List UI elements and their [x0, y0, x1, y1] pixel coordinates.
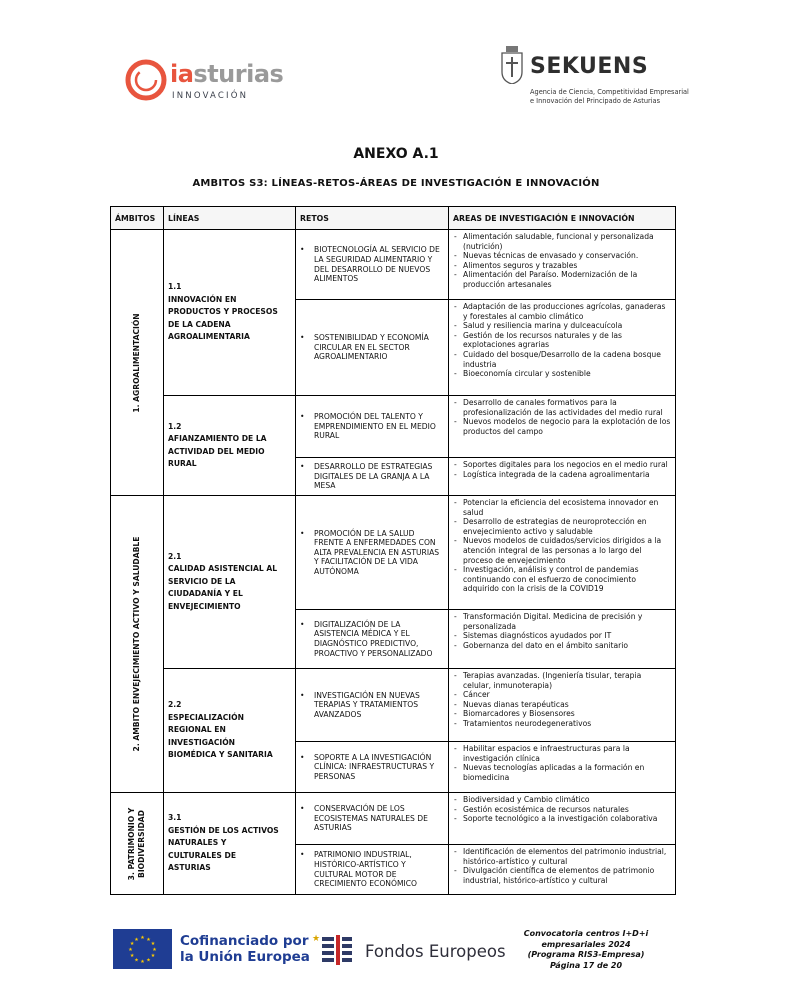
reto-cell: • BIOTECNOLOGÍA AL SERVICIO DE LA SEGURIDAD ALIMENTARIO Y DEL DESARROLLO DE NUEVOS ALIMENTOS — [296, 230, 449, 300]
list-item: - Nuevas dianas terapéuticas — [453, 700, 671, 710]
list-item: - Soportes digitales para los negocios en el medio rural — [453, 460, 671, 470]
iasturias-logo — [124, 58, 284, 108]
page-subtitle: AMBITOS S3: LÍNEAS-RETOS-ÁREAS DE INVESTIGACIÓN E INNOVACIÓN — [192, 178, 600, 189]
list-item: - Desarrollo de estrategias de neuroprotección en envejecimiento activo y saludable — [453, 517, 671, 536]
list-item: - Identificación de elementos del patrimonio industrial, histórico-artístico y cultural — [453, 847, 671, 866]
eu-star-icon: ★ — [146, 957, 151, 964]
reto-cell: • INVESTIGACIÓN EN NUEVAS TERAPIAS Y TRATAMIENTOS AVANZADOS — [296, 669, 449, 742]
list-item: - Salud y resiliencia marina y dulceacuícola — [453, 321, 671, 331]
ambito-label: 2. AMBITO ENVEJECIMIENTO ACTIVO Y SALUDABLE — [132, 536, 141, 752]
areas-cell — [449, 742, 676, 793]
svg-text:★: ★ — [312, 934, 321, 944]
areas-list — [453, 671, 671, 729]
reto-cell: • CONSERVACIÓN DE LOS ECOSISTEMAS NATURALES DE ASTURIAS — [296, 793, 449, 845]
list-item: - Divulgación científica de elementos de patrimonio industrial, histórico-artístico y cultural — [453, 866, 671, 885]
eu-star-icon: ★ — [152, 947, 157, 954]
areas-list — [453, 795, 671, 824]
table-header-row — [111, 207, 676, 230]
list-item: - Tratamientos neurodegenerativos — [453, 719, 671, 729]
table-row — [111, 230, 676, 300]
linea-cell: 1.1INNOVACIÓN EN PRODUCTOS Y PROCESOS DE LA CADENA AGROALIMENTARIA — [164, 230, 296, 396]
areas-list — [453, 302, 671, 379]
list-item: - Nuevos modelos de cuidados/servicios dirigidos a la atención integral de las personas a lo largo del proceso de envejecimiento — [453, 536, 671, 565]
linea-cell: 3.1GESTIÓN DE LOS ACTIVOS NATURALES Y CULTURALES DE ASTURIAS — [164, 793, 296, 895]
ambito-label: 1. AGROALIMENTACIÓN — [132, 312, 141, 413]
table-row — [111, 793, 676, 845]
eu-star-icon: ★ — [140, 935, 145, 942]
list-item: - Potenciar la eficiencia del ecosistema innovador en salud — [453, 498, 671, 517]
list-item: - Gestión ecosistémica de recursos naturales — [453, 805, 671, 815]
list-item: - Investigación, análisis y control de pandemias continuando con el esfuerzo de conocimiento adquirido con la crisis de la COVID19 — [453, 565, 671, 594]
areas-cell — [449, 396, 676, 458]
header-areas: AREAS DE INVESTIGACIÓN E INNOVACIÓN — [449, 207, 676, 230]
list-item: - Cuidado del bosque/Desarrollo de la cadena bosque industria — [453, 350, 671, 369]
list-item: - Terapias avanzadas. (Ingeniería tisular, terapia celular, inmunoterapia) — [453, 671, 671, 690]
eu-star-icon: ★ — [129, 941, 135, 948]
linea-cell: 2.1CALIDAD ASISTENCIAL AL SERVICIO DE LA CIUDADANÍA Y EL ENVEJECIMIENTO — [164, 496, 296, 669]
areas-cell — [449, 230, 676, 300]
header-lineas: LÍNEAS — [164, 207, 296, 230]
header-ambitos: ÁMBITOS — [111, 207, 164, 230]
areas-list — [453, 498, 671, 594]
list-item: - Bioeconomía circular y sostenible — [453, 369, 671, 379]
areas-cell — [449, 669, 676, 742]
areas-cell — [449, 458, 676, 496]
list-item: - Cáncer — [453, 690, 671, 700]
ambito-cell — [111, 793, 164, 895]
eu-star-icon: ★ — [150, 953, 156, 960]
eu-star-icon: ★ — [128, 947, 133, 954]
list-item: - Alimentos seguros y trazables — [453, 261, 671, 271]
ambito-cell — [111, 230, 164, 496]
ambito-label: 3. PATRIMONIO Y BIODIVERSIDAD — [127, 807, 146, 880]
list-item: - Alimentación del Paraíso. Modernización de la producción artesanales — [453, 270, 671, 289]
eu-star-icon: ★ — [146, 936, 151, 943]
list-item: - Sistemas diagnósticos ayudados por IT — [453, 631, 671, 641]
list-item: - Adaptación de las producciones agrícolas, ganaderas y forestales al cambio climático — [453, 302, 671, 321]
areas-list — [453, 847, 671, 885]
reto-cell: • PROMOCIÓN DE LA SALUD FRENTE A ENFERMEDADES CON ALTA PREVALENCIA EN ASTURIAS Y FACILITACIÓN DE LA VIDA AUTÓNOMA — [296, 496, 449, 610]
page-title: ANEXO A.1 — [353, 146, 439, 162]
eu-star-icon: ★ — [134, 936, 139, 943]
list-item: - Transformación Digital. Medicina de precisión y personalizada — [453, 612, 671, 631]
reto-cell: • SOPORTE A LA INVESTIGACIÓN CLÍNICA: INFRAESTRUCTURAS Y PERSONAS — [296, 742, 449, 793]
areas-list — [453, 398, 671, 436]
list-item: - Nuevos modelos de negocio para la explotación de los productos del campo — [453, 417, 671, 436]
reto-cell: • PROMOCIÓN DEL TALENTO Y EMPRENDIMIENTO EN EL MEDIO RURAL — [296, 396, 449, 458]
areas-list — [453, 744, 671, 782]
reto-cell: • SOSTENIBILIDAD Y ECONOMÍA CIRCULAR EN EL SECTOR AGROALIMENTARIO — [296, 300, 449, 396]
convocatoria-info: Convocatoria centros I+D+i empresariales 2024 (Programa RIS3-Empresa) Página 17 de 20 — [500, 929, 672, 971]
fondos-europeos-text: Fondos Europeos — [365, 942, 506, 961]
reto-cell: • PATRIMONIO INDUSTRIAL, HISTÓRICO-ARTÍSTICO Y CULTURAL MOTOR DE CRECIMIENTO ECONÓMICO — [296, 845, 449, 895]
list-item: - Biodiversidad y Cambio climático — [453, 795, 671, 805]
areas-cell — [449, 300, 676, 396]
asturias-shield-icon — [500, 46, 524, 84]
table-row — [111, 396, 676, 458]
s3-table — [110, 206, 676, 895]
header-retos: RETOS — [296, 207, 449, 230]
list-item: - Soporte tecnológico a la investigación colaborativa — [453, 814, 671, 824]
list-item: - Desarrollo de canales formativos para la profesionalización de las actividades del medio rural — [453, 398, 671, 417]
areas-cell — [449, 845, 676, 895]
areas-cell — [449, 610, 676, 669]
areas-cell — [449, 793, 676, 845]
iasturias-wordmark: iasturias — [170, 60, 284, 88]
linea-cell: 1.2AFIANZAMIENTO DE LA ACTIVIDAD DEL MEDIO RURAL — [164, 396, 296, 496]
eu-star-icon: ★ — [134, 957, 139, 964]
reto-cell: • DIGITALIZACIÓN DE LA ASISTENCIA MÉDICA Y EL DIAGNÓSTICO PREDICTIVO, PROACTIVO Y PERSONALIZADO — [296, 610, 449, 669]
areas-cell — [449, 496, 676, 610]
iasturias-subtitle: INNOVACIÓN — [172, 91, 249, 101]
areas-list — [453, 460, 671, 479]
areas-list — [453, 232, 671, 290]
eu-flag-icon — [113, 929, 172, 969]
areas-list — [453, 612, 671, 650]
list-item: - Nuevas tecnologías aplicadas a la formación en biomedicina — [453, 763, 671, 782]
eu-star-icon: ★ — [150, 941, 156, 948]
list-item: - Gobernanza del dato en el ámbito sanitario — [453, 641, 671, 651]
reto-cell: • DESARROLLO DE ESTRATEGIAS DIGITALES DE LA GRANJA A LA MESA — [296, 458, 449, 496]
list-item: - Habilitar espacios e infraestructuras para la investigación clínica — [453, 744, 671, 763]
ambito-cell — [111, 496, 164, 793]
list-item: - Gestión de los recursos naturales y de las explotaciones agrarias — [453, 331, 671, 350]
iasturias-ring-icon — [124, 58, 168, 102]
eu-cofinanced-text: Cofinanciado por la Unión Europea — [180, 933, 310, 965]
table-row — [111, 669, 676, 742]
list-item: - Nuevas técnicas de envasado y conservación. — [453, 251, 671, 261]
eu-star-icon: ★ — [140, 959, 145, 966]
sekuens-wordmark: SEKUENS — [530, 54, 649, 79]
list-item: - Alimentación saludable, funcional y personalizada (nutrición) — [453, 232, 671, 251]
sekuens-description: Agencia de Ciencia, Competitividad Empresarial e Innovación del Principado de Asturias — [530, 88, 689, 105]
linea-cell: 2.2ESPECIALIZACIÓN REGIONAL EN INVESTIGACIÓN BIOMÉDICA Y SANITARIA — [164, 669, 296, 793]
page-number: Página 17 de 20 — [549, 960, 623, 970]
sekuens-logo — [500, 46, 689, 116]
table-row — [111, 496, 676, 610]
fondos-europeos-icon — [310, 931, 356, 969]
list-item: - Biomarcadores y Biosensores — [453, 709, 671, 719]
eu-star-icon: ★ — [129, 953, 135, 960]
list-item: - Logística integrada de la cadena agroalimentaria — [453, 470, 671, 480]
